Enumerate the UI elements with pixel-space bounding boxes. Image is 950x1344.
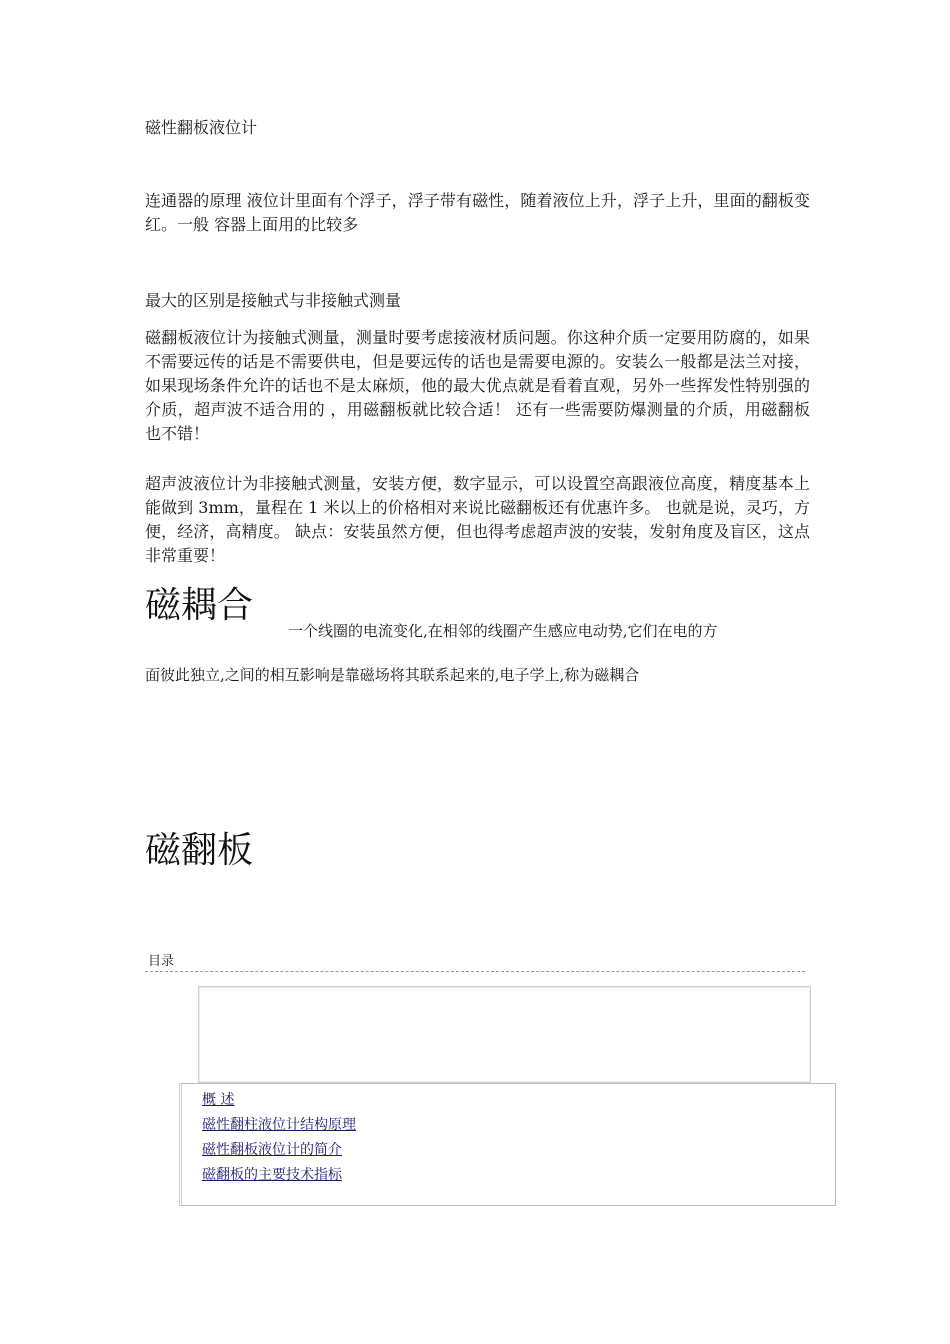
heading-magnetic-flap: 磁翻板 — [145, 830, 254, 871]
toc-link-intro[interactable]: 磁性翻板液位计的简介 — [202, 1142, 342, 1158]
heading-magnetic-coupling: 磁耦合 — [145, 585, 254, 626]
toc-link-specs[interactable]: 磁翻板的主要技术指标 — [202, 1167, 342, 1183]
toc-empty-frame — [198, 986, 811, 1083]
paragraph-ultrasonic: 超声波液位计为非接触式测量，安装方便，数字显示，可以设置空高跟液位高度，精度基本上能做到 3mm，量程在 1 米以上的价格相对来说比磁翻板还有优惠许多。 也就是说，灵巧，方便，经济，高精度。 缺点：安装虽然方便，但也得考虑超声波的安装，发射角度及盲区，这点非常重要！ — [145, 474, 810, 565]
toc-link-structure[interactable]: 磁性翻柱液位计结构原理 — [202, 1117, 356, 1133]
toc-link-overview[interactable]: 概 述 — [202, 1092, 235, 1108]
paragraph-magnetic-flap: 磁翻板液位计为接触式测量，测量时要考虑接液材质问题。你这种介质一定要用防腐的，如果不需要远传的话是不需要供电，但是要远传的话也是需要电源的。安装么一般都是法兰对接，如果现场条件允许的话也不是太麻烦，他的最大优点就是看着直观，另外一些挥发性特别强的介质，超声波不适合用的 ，用磁翻板就比较合适！ 还有一些需要防爆测量的介质，用磁翻板也不错！ — [145, 328, 810, 443]
toc-item — [202, 1113, 356, 1138]
section-heading-difference: 最大的区别是接触式与非接触式测量 — [145, 291, 402, 310]
toc-label: 目录 — [145, 953, 805, 972]
toc-item — [202, 1163, 356, 1188]
paragraph-principle: 连通器的原理 液位计里面有个浮子，浮子带有磁性，随着液位上升，浮子上升，里面的翻板变红。一般 容器上面用的比较多 — [145, 191, 810, 234]
coupling-text-line2: 面彼此独立,之间的相互影响是靠磁场将其联系起来的,电子学上,称为磁耦合 — [145, 666, 640, 684]
toc-box — [179, 1083, 836, 1206]
toc-item — [202, 1088, 356, 1113]
toc-list — [202, 1088, 356, 1188]
coupling-text-line1: 一个线圈的电流变化,在相邻的线圈产生感应电动势,它们在电的方 — [288, 622, 718, 640]
doc-title: 磁性翻板液位计 — [145, 118, 258, 137]
toc-item — [202, 1138, 356, 1163]
